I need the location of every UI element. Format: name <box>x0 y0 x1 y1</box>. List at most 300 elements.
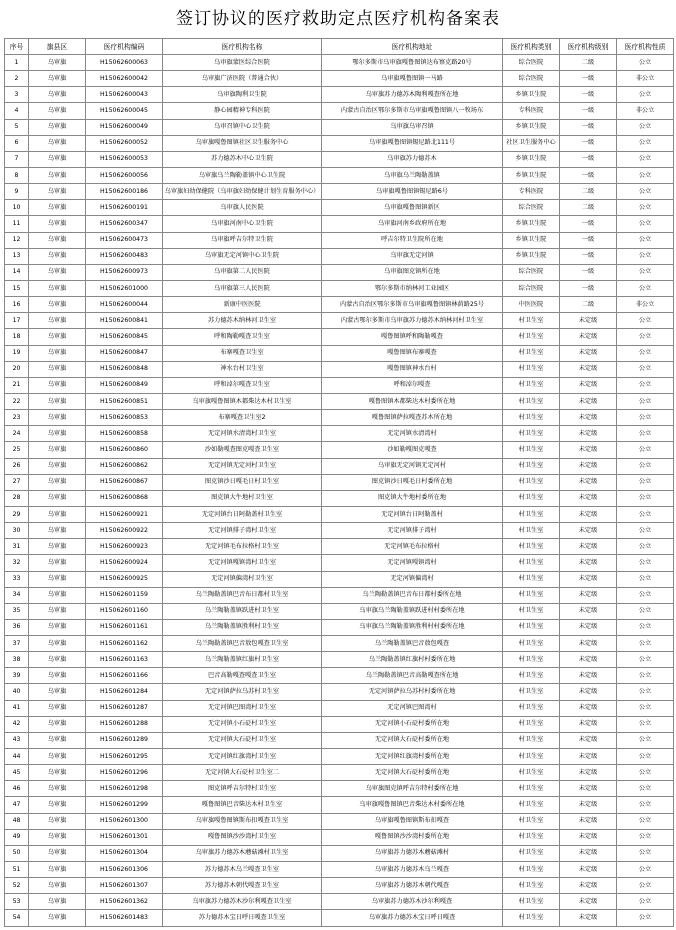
institution-address-cell: 乌审旗苏力德苏木宝日呼日嘎查 <box>322 910 503 926</box>
district-cell: 乌审旗 <box>29 119 86 135</box>
table-row <box>5 716 674 732</box>
column-header: 医疗机构性质 <box>617 39 674 55</box>
table-row <box>5 539 674 555</box>
institution-name-cell: 无定河镇巴图湾村卫生室 <box>163 700 322 716</box>
institution-nature-cell: 公立 <box>617 636 674 652</box>
institution-category-cell: 村卫生室 <box>503 732 560 748</box>
institution-nature-cell: 公立 <box>617 716 674 732</box>
row-number-cell: 35 <box>5 603 29 619</box>
district-cell: 乌审旗 <box>29 490 86 506</box>
table-row <box>5 684 674 700</box>
row-number-cell: 42 <box>5 716 29 732</box>
institution-name-cell: 苏力德苏木乌兰嘎查卫生室 <box>163 862 322 878</box>
district-cell: 乌审旗 <box>29 232 86 248</box>
row-number-cell: 40 <box>5 684 29 700</box>
institution-address-cell: 乌兰陶勒盖镇巴音敖包嘎查 <box>322 636 503 652</box>
institution-category-cell: 村卫生室 <box>503 636 560 652</box>
institution-address-cell: 无定河镇小石砭村委所在地 <box>322 716 503 732</box>
district-cell: 乌审旗 <box>29 71 86 87</box>
table-row <box>5 87 674 103</box>
institution-name-cell: 乌审旗苏力德苏木沙尔利嘎查卫生室 <box>163 894 322 910</box>
institution-address-cell: 嘎鲁图镇萨拉嘎查苏木所在地 <box>322 410 503 426</box>
institution-code-cell: H15062601301 <box>86 829 163 845</box>
row-number-cell: 17 <box>5 313 29 329</box>
institution-category-cell: 村卫生室 <box>503 506 560 522</box>
institution-code-cell: H15062600045 <box>86 103 163 119</box>
table-row <box>5 313 674 329</box>
district-cell: 乌审旗 <box>29 587 86 603</box>
institution-name-cell: 静心园精神专科医院 <box>163 103 322 119</box>
institution-code-cell: H15062600921 <box>86 506 163 522</box>
institution-level-cell: 一级 <box>560 167 617 183</box>
institution-nature-cell: 公立 <box>617 619 674 635</box>
row-number-cell: 20 <box>5 361 29 377</box>
institution-nature-cell: 公立 <box>617 248 674 264</box>
institution-nature-cell: 公立 <box>617 668 674 684</box>
institution-name-cell: 图克镇呼吉尔特村卫生室 <box>163 781 322 797</box>
row-number-cell: 7 <box>5 151 29 167</box>
institution-level-cell: 一级 <box>560 87 617 103</box>
institution-code-cell: H15062601161 <box>86 619 163 635</box>
institution-code-cell: H15062600848 <box>86 361 163 377</box>
institution-nature-cell: 公立 <box>617 797 674 813</box>
institution-level-cell: 未定级 <box>560 619 617 635</box>
institution-code-cell: H15062600186 <box>86 184 163 200</box>
district-cell: 乌审旗 <box>29 555 86 571</box>
institution-level-cell: 未定级 <box>560 813 617 829</box>
institution-name-cell: 无定河镇嘎镇湾村卫生室 <box>163 555 322 571</box>
institution-level-cell: 未定级 <box>560 410 617 426</box>
institution-category-cell: 村卫生室 <box>503 862 560 878</box>
institution-code-cell: H15062601296 <box>86 765 163 781</box>
institution-address-cell: 无定河镇偏湾村 <box>322 571 503 587</box>
institution-level-cell: 未定级 <box>560 587 617 603</box>
row-number-cell: 3 <box>5 87 29 103</box>
institution-nature-cell: 公立 <box>617 55 674 71</box>
institution-code-cell: H15062600973 <box>86 264 163 280</box>
institution-level-cell: 未定级 <box>560 700 617 716</box>
institution-address-cell: 乌审旗嘎鲁图镇锡尼路北111号 <box>322 135 503 151</box>
district-cell: 乌审旗 <box>29 716 86 732</box>
institution-address-cell: 无定河镇排子湾村 <box>322 523 503 539</box>
row-number-cell: 36 <box>5 619 29 635</box>
institution-address-cell: 内蒙古自治区鄂尔多斯市乌审旗嘎鲁图镇八一牧场东 <box>322 103 503 119</box>
institution-address-cell: 乌审旗乌兰陶勒盖镇跃进村村委所在地 <box>322 603 503 619</box>
institution-address-cell: 无定河镇红旗湾村委所在地 <box>322 749 503 765</box>
institution-category-cell: 村卫生室 <box>503 845 560 861</box>
table-row <box>5 361 674 377</box>
row-number-cell: 47 <box>5 797 29 813</box>
institution-code-cell: H15062600853 <box>86 410 163 426</box>
institution-level-cell: 未定级 <box>560 603 617 619</box>
institution-nature-cell: 公立 <box>617 571 674 587</box>
institution-code-cell: H15062600860 <box>86 442 163 458</box>
institution-code-cell: H15062600053 <box>86 151 163 167</box>
institution-level-cell: 未定级 <box>560 668 617 684</box>
institution-category-cell: 村卫生室 <box>503 490 560 506</box>
institution-level-cell: 未定级 <box>560 313 617 329</box>
institution-code-cell: H15062600052 <box>86 135 163 151</box>
page-title: 签订协议的医疗救助定点医疗机构备案表 <box>176 9 500 29</box>
institution-category-cell: 村卫生室 <box>503 571 560 587</box>
institution-category-cell: 村卫生室 <box>503 813 560 829</box>
institution-code-cell: H15062600042 <box>86 71 163 87</box>
institution-name-cell: 苏力德苏木中心卫生院 <box>163 151 322 167</box>
district-cell: 乌审旗 <box>29 797 86 813</box>
institution-category-cell: 村卫生室 <box>503 345 560 361</box>
institution-nature-cell: 公立 <box>617 749 674 765</box>
institution-code-cell: H15062600849 <box>86 377 163 393</box>
row-number-cell: 28 <box>5 490 29 506</box>
district-cell: 乌审旗 <box>29 636 86 652</box>
institution-level-cell: 未定级 <box>560 523 617 539</box>
institution-level-cell: 一级 <box>560 264 617 280</box>
institution-category-cell: 乡镇卫生院 <box>503 87 560 103</box>
institution-address-cell: 无定河镇萨拉乌苏村村委所在地 <box>322 684 503 700</box>
institution-code-cell: H15062600868 <box>86 490 163 506</box>
row-number-cell: 23 <box>5 410 29 426</box>
row-number-cell: 34 <box>5 587 29 603</box>
district-cell: 乌审旗 <box>29 377 86 393</box>
institution-address-cell: 乌审旗嘎鲁图镇锡尼路6号 <box>322 184 503 200</box>
institution-level-cell: 一级 <box>560 280 617 296</box>
table-row <box>5 845 674 861</box>
institution-code-cell: H15062600044 <box>86 297 163 313</box>
institution-name-cell: 乌审旗妇幼保健院（乌审旗妇幼保健计划生育服务中心） <box>163 184 322 200</box>
district-cell: 乌审旗 <box>29 894 86 910</box>
institution-category-cell: 综合医院 <box>503 55 560 71</box>
table-row <box>5 797 674 813</box>
institution-name-cell: 无定河镇萨拉乌苏村卫生室 <box>163 684 322 700</box>
institution-category-cell: 村卫生室 <box>503 829 560 845</box>
institution-nature-cell: 公立 <box>617 862 674 878</box>
table-row <box>5 442 674 458</box>
table-row <box>5 264 674 280</box>
institution-level-cell: 未定级 <box>560 474 617 490</box>
table-row <box>5 297 674 313</box>
table-row <box>5 878 674 894</box>
institution-level-cell: 未定级 <box>560 539 617 555</box>
institution-address-cell: 乌审旗苏力德苏木乌兰嘎查 <box>322 862 503 878</box>
institution-address-cell: 乌审旗苏力德苏木 <box>322 151 503 167</box>
institution-name-cell: 乌审旗蒙医综合医院 <box>163 55 322 71</box>
table-row <box>5 910 674 926</box>
institution-address-cell: 嘎鲁图镇布寨嘎查 <box>322 345 503 361</box>
row-number-cell: 21 <box>5 377 29 393</box>
institution-category-cell: 村卫生室 <box>503 587 560 603</box>
institution-category-cell: 乡镇卫生院 <box>503 119 560 135</box>
institution-nature-cell: 公立 <box>617 119 674 135</box>
institution-name-cell: 无定河镇无定河村卫生室 <box>163 458 322 474</box>
institution-nature-cell: 公立 <box>617 167 674 183</box>
institution-code-cell: H15062600483 <box>86 248 163 264</box>
table-row <box>5 232 674 248</box>
institution-category-cell: 综合医院 <box>503 264 560 280</box>
institution-code-cell: H15062600924 <box>86 555 163 571</box>
institution-code-cell: H15062601287 <box>86 700 163 716</box>
row-number-cell: 54 <box>5 910 29 926</box>
institution-level-cell: 一级 <box>560 103 617 119</box>
table-row <box>5 71 674 87</box>
district-cell: 乌审旗 <box>29 619 86 635</box>
institution-name-cell: 嘎鲁图镇沙沙湾村卫生室 <box>163 829 322 845</box>
institution-category-cell: 村卫生室 <box>503 749 560 765</box>
row-number-cell: 46 <box>5 781 29 797</box>
institution-code-cell: H15062600847 <box>86 345 163 361</box>
institution-level-cell: 一级 <box>560 119 617 135</box>
district-cell: 乌审旗 <box>29 668 86 684</box>
institution-nature-cell: 公立 <box>617 603 674 619</box>
table-row <box>5 103 674 119</box>
institution-nature-cell: 公立 <box>617 523 674 539</box>
institution-code-cell: H15062600851 <box>86 393 163 409</box>
institution-nature-cell: 公立 <box>617 474 674 490</box>
row-number-cell: 53 <box>5 894 29 910</box>
institution-code-cell: H15062601163 <box>86 652 163 668</box>
institution-name-cell: 无定河镇偏湾村卫生室 <box>163 571 322 587</box>
table-row <box>5 732 674 748</box>
district-cell: 乌审旗 <box>29 910 86 926</box>
institution-nature-cell: 公立 <box>617 329 674 345</box>
institution-name-cell: 乌审旗陶利卫生院 <box>163 87 322 103</box>
district-cell: 乌审旗 <box>29 845 86 861</box>
institution-category-cell: 村卫生室 <box>503 716 560 732</box>
table-row <box>5 829 674 845</box>
row-number-cell: 4 <box>5 103 29 119</box>
institution-nature-cell: 公立 <box>617 232 674 248</box>
district-cell: 乌审旗 <box>29 781 86 797</box>
institution-nature-cell: 公立 <box>617 151 674 167</box>
district-cell: 乌审旗 <box>29 813 86 829</box>
district-cell: 乌审旗 <box>29 361 86 377</box>
institution-category-cell: 村卫生室 <box>503 619 560 635</box>
institution-level-cell: 一级 <box>560 248 617 264</box>
district-cell: 乌审旗 <box>29 87 86 103</box>
institution-level-cell: 未定级 <box>560 426 617 442</box>
institution-code-cell: H15062600473 <box>86 232 163 248</box>
institution-level-cell: 一级 <box>560 135 617 151</box>
institution-address-cell: 内蒙古自治区鄂尔多斯市乌审旗嘎鲁图镇林荫路25号 <box>322 297 503 313</box>
district-cell: 乌审旗 <box>29 55 86 71</box>
institution-category-cell: 村卫生室 <box>503 474 560 490</box>
column-header: 医疗机构地址 <box>322 39 503 55</box>
district-cell: 乌审旗 <box>29 248 86 264</box>
institution-nature-cell: 公立 <box>617 684 674 700</box>
institution-address-cell: 呼吉尔特卫生院所在地 <box>322 232 503 248</box>
institution-name-cell: 无定河镇大石砭村卫生室 <box>163 732 322 748</box>
institution-name-cell: 新康中医医院 <box>163 297 322 313</box>
institution-category-cell: 乡镇卫生院 <box>503 248 560 264</box>
district-cell: 乌审旗 <box>29 410 86 426</box>
institution-category-cell: 村卫生室 <box>503 878 560 894</box>
institution-level-cell: 未定级 <box>560 716 617 732</box>
institution-category-cell: 综合医院 <box>503 200 560 216</box>
institution-address-cell: 乌审旗嘎鲁图镇巴音柴达木村委所在地 <box>322 797 503 813</box>
institution-name-cell: 乌兰陶勒盖镇胜利村卫生室 <box>163 619 322 635</box>
institution-nature-cell: 公立 <box>617 135 674 151</box>
institution-name-cell: 乌审旗嘎鲁图镇斯布扣嘎查卫生室 <box>163 813 322 829</box>
institution-name-cell: 苏力德苏木宝日呼日嘎查卫生室 <box>163 910 322 926</box>
table-row <box>5 458 674 474</box>
table-row <box>5 619 674 635</box>
row-number-cell: 1 <box>5 55 29 71</box>
district-cell: 乌审旗 <box>29 684 86 700</box>
institution-code-cell: H15062601307 <box>86 878 163 894</box>
district-cell: 乌审旗 <box>29 393 86 409</box>
table-row <box>5 410 674 426</box>
row-number-cell: 13 <box>5 248 29 264</box>
district-cell: 乌审旗 <box>29 103 86 119</box>
row-number-cell: 41 <box>5 700 29 716</box>
row-number-cell: 14 <box>5 264 29 280</box>
institution-name-cell: 图克镇沙日嘎毛日村卫生室 <box>163 474 322 490</box>
district-cell: 乌审旗 <box>29 523 86 539</box>
institution-code-cell: H15062600923 <box>86 539 163 555</box>
row-number-cell: 10 <box>5 200 29 216</box>
row-number-cell: 27 <box>5 474 29 490</box>
institution-category-cell: 村卫生室 <box>503 555 560 571</box>
district-cell: 乌审旗 <box>29 329 86 345</box>
district-cell: 乌审旗 <box>29 474 86 490</box>
institution-category-cell: 村卫生室 <box>503 458 560 474</box>
institution-nature-cell: 公立 <box>617 361 674 377</box>
institution-code-cell: H15062600867 <box>86 474 163 490</box>
row-number-cell: 33 <box>5 571 29 587</box>
institution-name-cell: 神水台村卫生室 <box>163 361 322 377</box>
institution-level-cell: 未定级 <box>560 506 617 522</box>
institution-address-cell: 乌审旗嘎鲁图镇一马路 <box>322 71 503 87</box>
institution-nature-cell: 公立 <box>617 280 674 296</box>
institution-address-cell: 沙如勒嘎图克嘎查 <box>322 442 503 458</box>
institution-address-cell: 嘎鲁图镇神水台村 <box>322 361 503 377</box>
institution-address-cell: 乌审旗图克镇呼吉尔特村委所在地 <box>322 781 503 797</box>
institution-nature-cell: 公立 <box>617 506 674 522</box>
institution-address-cell: 乌审旗嘎鲁图镇新区 <box>322 200 503 216</box>
row-number-cell: 37 <box>5 636 29 652</box>
institution-level-cell: 未定级 <box>560 732 617 748</box>
institution-address-cell: 呼和淖尔嘎查 <box>322 377 503 393</box>
institution-address-cell: 嘎鲁图镇沙沙湾村委所在地 <box>322 829 503 845</box>
institution-level-cell: 一级 <box>560 71 617 87</box>
district-cell: 乌审旗 <box>29 442 86 458</box>
institution-level-cell: 未定级 <box>560 894 617 910</box>
institution-nature-cell: 公立 <box>617 829 674 845</box>
institution-nature-cell: 公立 <box>617 200 674 216</box>
institution-address-cell: 乌兰陶勒盖镇巴音高勒嘎查所在地 <box>322 668 503 684</box>
institution-level-cell: 未定级 <box>560 490 617 506</box>
district-cell: 乌审旗 <box>29 732 86 748</box>
institution-name-cell: 乌审旗苏力德苏木蘑菇滩村卫生室 <box>163 845 322 861</box>
institution-nature-cell: 公立 <box>617 732 674 748</box>
row-number-cell: 29 <box>5 506 29 522</box>
institution-name-cell: 无定河镇排子湾村卫生室 <box>163 523 322 539</box>
institution-name-cell: 布寨嘎查卫生室 <box>163 345 322 361</box>
institution-code-cell: H15062600922 <box>86 523 163 539</box>
column-header: 医疗机构编码 <box>86 39 163 55</box>
row-number-cell: 26 <box>5 458 29 474</box>
institution-code-cell: H15062601304 <box>86 845 163 861</box>
table-row <box>5 765 674 781</box>
institution-nature-cell: 非公立 <box>617 71 674 87</box>
institution-nature-cell: 公立 <box>617 765 674 781</box>
row-number-cell: 39 <box>5 668 29 684</box>
institution-level-cell: 未定级 <box>560 684 617 700</box>
institution-address-cell: 乌审旗图克镇所在地 <box>322 264 503 280</box>
institution-level-cell: 未定级 <box>560 797 617 813</box>
district-cell: 乌审旗 <box>29 749 86 765</box>
institution-level-cell: 一级 <box>560 232 617 248</box>
district-cell: 乌审旗 <box>29 539 86 555</box>
institution-nature-cell: 公立 <box>617 216 674 232</box>
table-row <box>5 248 674 264</box>
institution-address-cell: 乌审旗乌兰陶勒盖镇胜利村村委所在地 <box>322 619 503 635</box>
institution-nature-cell: 公立 <box>617 700 674 716</box>
institution-nature-cell: 公立 <box>617 87 674 103</box>
institution-category-cell: 社区卫生服务中心 <box>503 135 560 151</box>
table-row <box>5 345 674 361</box>
table-row <box>5 523 674 539</box>
institution-code-cell: H15062601160 <box>86 603 163 619</box>
row-number-cell: 16 <box>5 297 29 313</box>
institution-level-cell: 一级 <box>560 216 617 232</box>
institution-nature-cell: 公立 <box>617 813 674 829</box>
institution-name-cell: 乌审旗无定河镇中心卫生院 <box>163 248 322 264</box>
institution-nature-cell: 公立 <box>617 555 674 571</box>
row-number-cell: 5 <box>5 119 29 135</box>
district-cell: 乌审旗 <box>29 216 86 232</box>
institution-nature-cell: 公立 <box>617 894 674 910</box>
institution-level-cell: 未定级 <box>560 329 617 345</box>
district-cell: 乌审旗 <box>29 184 86 200</box>
institution-code-cell: H15062601289 <box>86 732 163 748</box>
institution-level-cell: 未定级 <box>560 862 617 878</box>
district-cell: 乌审旗 <box>29 652 86 668</box>
column-header: 医疗机构名称 <box>163 39 322 55</box>
institution-level-cell: 二级 <box>560 200 617 216</box>
row-number-cell: 52 <box>5 878 29 894</box>
institution-address-cell: 乌兰陶勒盖镇巴音布日都村委所在地 <box>322 587 503 603</box>
institution-level-cell: 未定级 <box>560 571 617 587</box>
table-row <box>5 377 674 393</box>
table-row <box>5 813 674 829</box>
institution-name-cell: 呼和陶勒嘎查卫生室 <box>163 329 322 345</box>
row-number-cell: 6 <box>5 135 29 151</box>
institution-code-cell: H15062601306 <box>86 862 163 878</box>
institution-address-cell: 无定河镇大石砭村委所在地 <box>322 765 503 781</box>
row-number-cell: 22 <box>5 393 29 409</box>
institution-category-cell: 村卫生室 <box>503 377 560 393</box>
institution-name-cell: 无定河镇水清湾村卫生室 <box>163 426 322 442</box>
table-row <box>5 862 674 878</box>
institution-category-cell: 村卫生室 <box>503 765 560 781</box>
institution-code-cell: H15062600841 <box>86 313 163 329</box>
institution-category-cell: 村卫生室 <box>503 523 560 539</box>
institution-level-cell: 未定级 <box>560 361 617 377</box>
institution-nature-cell: 公立 <box>617 345 674 361</box>
row-number-cell: 45 <box>5 765 29 781</box>
institution-code-cell: H15062600049 <box>86 119 163 135</box>
institution-code-cell: H15062601362 <box>86 894 163 910</box>
institution-name-cell: 沙如勒嘎查图克嘎查卫生室 <box>163 442 322 458</box>
district-cell: 乌审旗 <box>29 862 86 878</box>
row-number-cell: 32 <box>5 555 29 571</box>
table-row <box>5 167 674 183</box>
institution-name-cell: 乌审旗人民医院 <box>163 200 322 216</box>
column-header: 医疗机构类别 <box>503 39 560 55</box>
row-number-cell: 19 <box>5 345 29 361</box>
institution-code-cell: H15062600043 <box>86 87 163 103</box>
institution-category-cell: 村卫生室 <box>503 603 560 619</box>
